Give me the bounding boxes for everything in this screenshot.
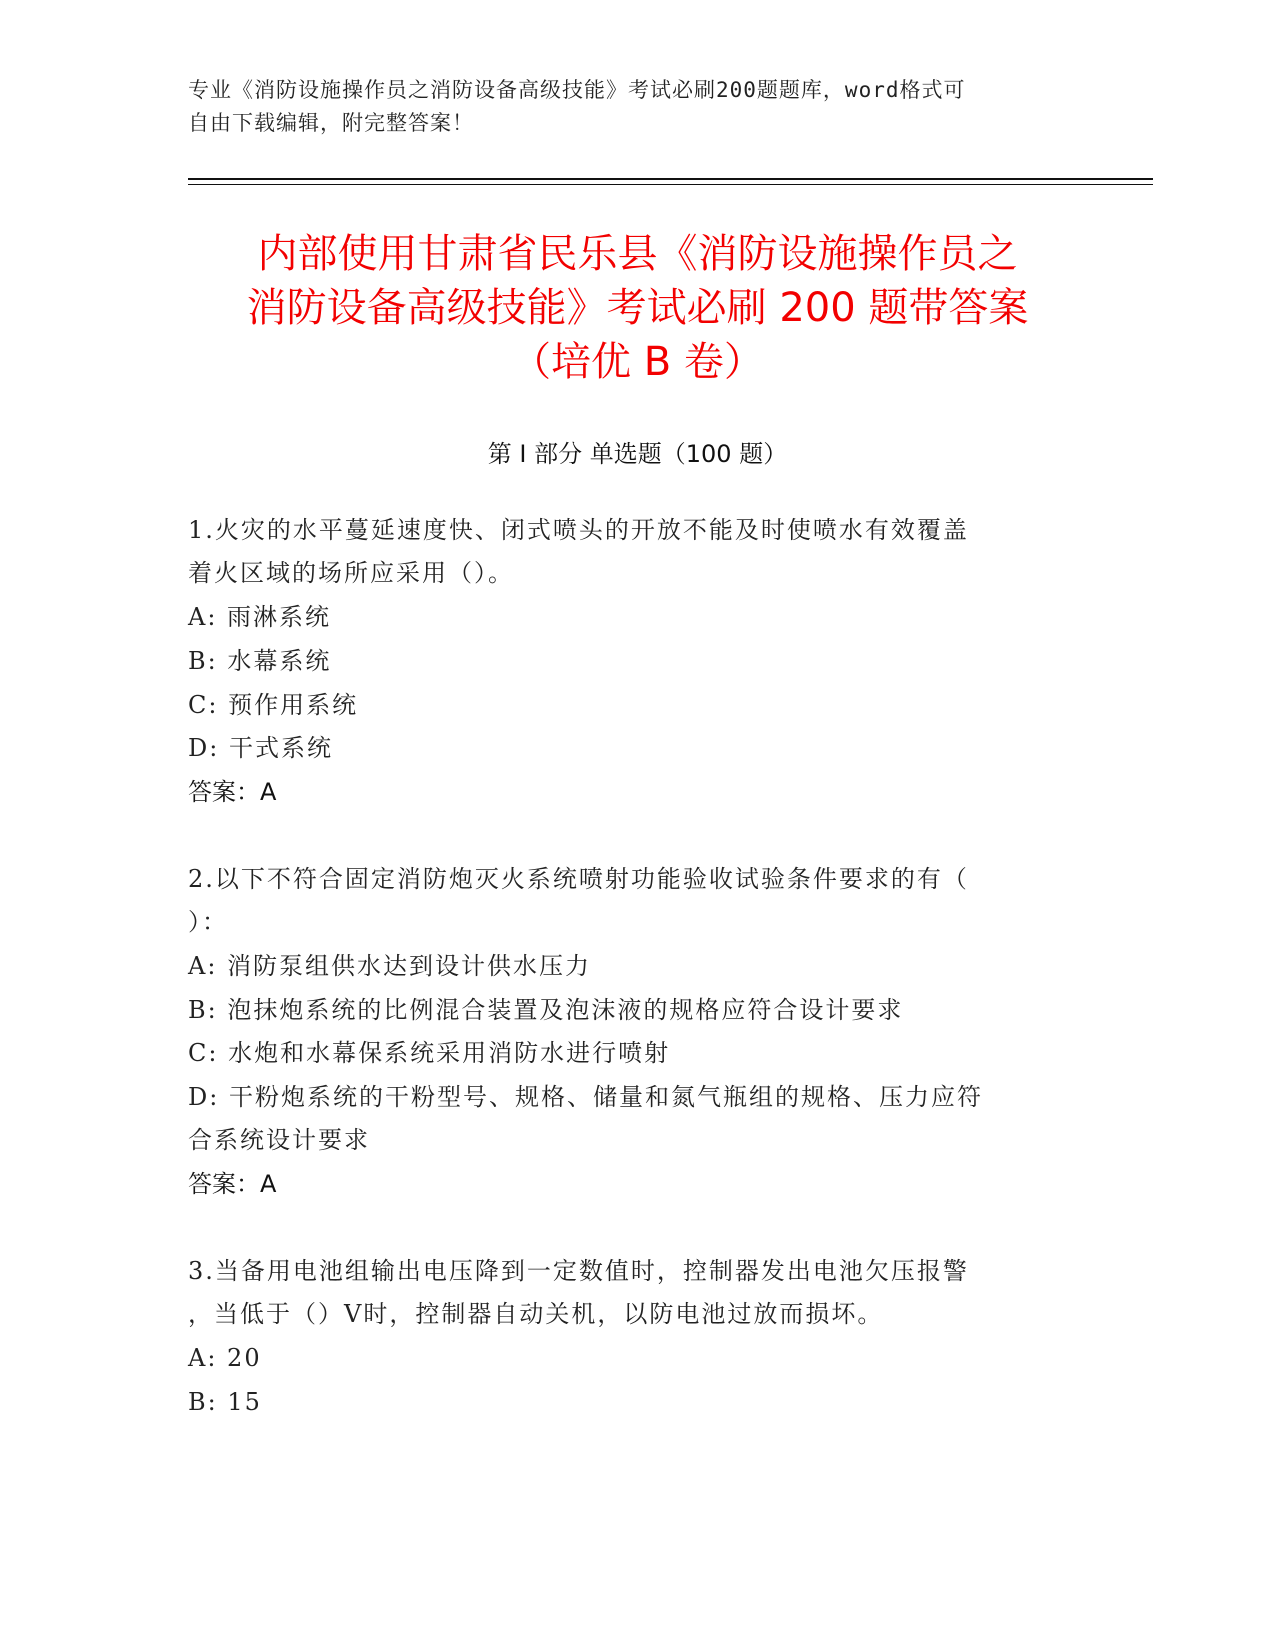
document-title-line-2: 消防设备高级技能》考试必刷 200 题带答案 xyxy=(246,284,1029,331)
question-1-answer: 答案：A xyxy=(188,778,277,806)
question-3-stem-line-1: 3.当备用电池组输出电压降到一定数值时，控制器发出电池欠压报警 xyxy=(188,1257,969,1285)
question-2-stem-line-2: ）： xyxy=(188,908,228,936)
question-3-stem-line-2: ，当低于（）V时，控制器自动关机，以防电池过放而损坏。 xyxy=(188,1300,884,1328)
question-2-option-d-line-2: 合系统设计要求 xyxy=(188,1126,370,1154)
question-1-option-b: B: 水幕系统 xyxy=(188,647,332,675)
question-2-option-c: C: 水炮和水幕保系统采用消防水进行喷射 xyxy=(188,1039,671,1067)
question-1-option-d: D: 干式系统 xyxy=(188,734,333,762)
header-note xyxy=(188,74,1068,140)
question-1-stem-line-1: 1.火灾的水平蔓延速度快、闭式喷头的开放不能及时使喷水有效覆盖 xyxy=(188,516,969,544)
header-note-line-2: 自由下载编辑，附完整答案！ xyxy=(188,111,474,135)
question-2-stem-line-1: 2.以下不符合固定消防炮灭火系统喷射功能验收试验条件要求的有（ xyxy=(188,865,969,893)
header-divider-thick xyxy=(188,178,1153,180)
question-1-option-a: A: 雨淋系统 xyxy=(188,603,332,631)
question-1-option-c: C: 预作用系统 xyxy=(188,691,359,719)
question-2-option-d-line-1: D: 干粉炮系统的干粉型号、规格、储量和氮气瓶组的规格、压力应符 xyxy=(188,1083,983,1111)
question-2-answer: 答案：A xyxy=(188,1170,277,1198)
document-title-line-3: （培优 B 卷） xyxy=(511,338,764,385)
question-1-stem-line-2: 着火区域的场所应采用（）。 xyxy=(188,559,514,587)
header-divider-thin xyxy=(188,184,1153,185)
header-note-line-1: 专业《消防设施操作员之消防设备高级技能》考试必刷200题题库，word格式可 xyxy=(188,78,966,102)
section-title: 第 I 部分 单选题（100 题） xyxy=(487,440,788,468)
question-3-option-b: B: 15 xyxy=(188,1388,262,1416)
document-title xyxy=(150,227,1125,389)
question-2-option-a: A: 消防泵组供水达到设计供水压力 xyxy=(188,952,592,980)
document-title-line-1: 内部使用甘肃省民乐县《消防设施操作员之 xyxy=(257,230,1018,277)
question-3-option-a: A: 20 xyxy=(188,1344,262,1372)
question-2-option-b: B: 泡抹炮系统的比例混合装置及泡沫液的规格应符合设计要求 xyxy=(188,996,904,1024)
